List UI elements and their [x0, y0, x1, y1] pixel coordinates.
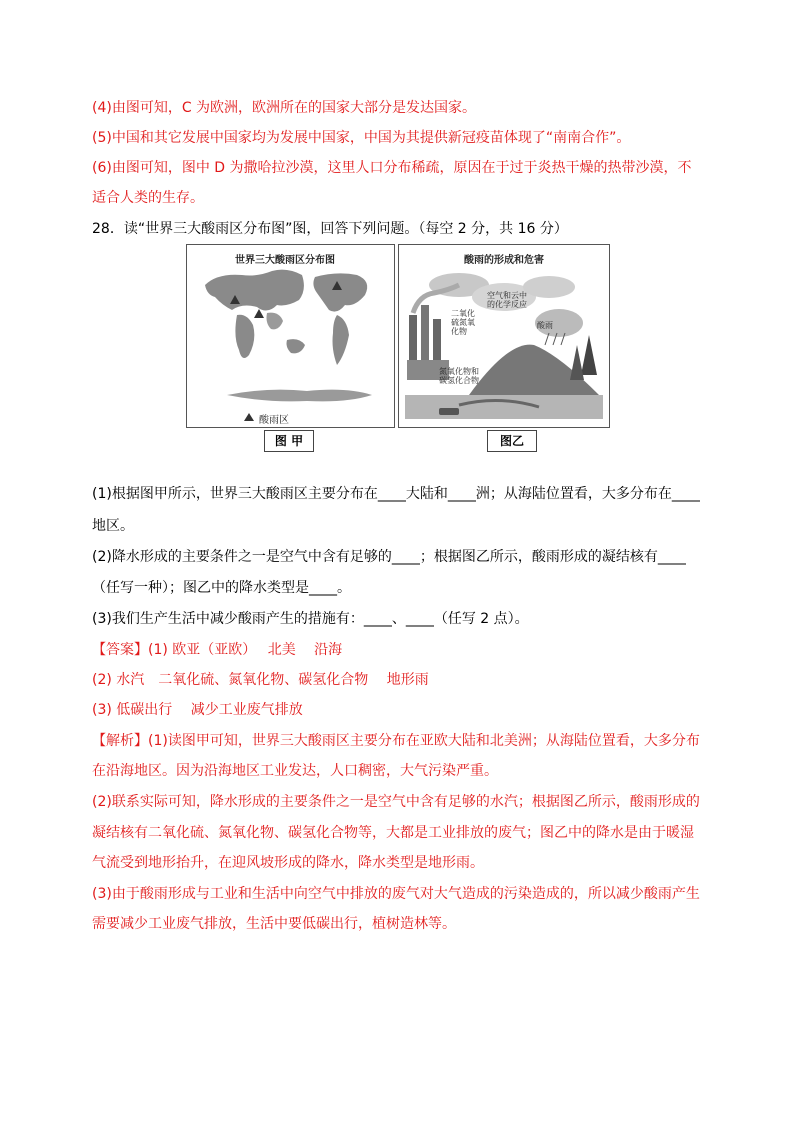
answer-line-4: (4)由图可知，C 为欧洲，欧洲所在的国家大部分是发达国家。 [92, 100, 477, 116]
question-3: (3)我们生产生活中减少酸雨产生的措施有：____、____（任写 2 点）。 [92, 611, 529, 627]
question-1-line2: 地区。 [92, 518, 134, 534]
analysis-line-3: (2)联系实际可知，降水形成的主要条件之一是空气中含有足够的水汽；根据图乙所示，酸雨形成的 [92, 794, 700, 810]
figure-a-title: 世界三大酸雨区分布图 [235, 255, 335, 266]
figure-a-map [186, 244, 395, 428]
analysis-line-1: 【解析】(1)读图甲可知，世界三大酸雨区主要分布在亚欧大陆和北美洲；从海陆位置看，大多分布 [92, 733, 700, 749]
world-map-icon [187, 245, 394, 427]
question-stem: 28．读“世界三大酸雨区分布图”图，回答下列问题。（每空 2 分，共 16 分） [92, 221, 568, 237]
answer-3: (3) 低碳出行 减少工业废气排放 [92, 702, 303, 718]
figure-a-caption: 图 甲 [264, 430, 314, 452]
answer-2: (2) 水汽 二氧化硫、氮氧化物、碳氢化合物 地形雨 [92, 672, 429, 688]
label-acid-rain: 酸雨 [537, 321, 553, 330]
label-reaction: 空气和云中的化学反应 [487, 291, 527, 309]
figure-a-legend: 酸雨区 [259, 415, 289, 426]
label-so2: 二氧化硫氮氧化物 [451, 309, 475, 336]
analysis-line-6: (3)由于酸雨形成与工业和生活中向空气中排放的废气对大气造成的污染造成的，所以减少酸雨产生 [92, 886, 700, 902]
label-nox: 氮氧化物和碳氢化合物 [439, 367, 479, 385]
acid-rain-diagram-icon [399, 245, 609, 427]
analysis-line-5: 气流受到地形抬升，在迎风坡形成的降水，降水类型是地形雨。 [92, 855, 484, 871]
acid-rain-marker-asia [254, 309, 264, 318]
answer-1: 【答案】(1) 欧亚（亚欧） 北美 沿海 [92, 642, 343, 658]
question-2-line1: (2)降水形成的主要条件之一是空气中含有足够的____；根据图乙所示，酸雨形成的凝结核有____ [92, 549, 686, 565]
question-1-line1: (1)根据图甲所示，世界三大酸雨区主要分布在____大陆和____洲；从海陆位置看，大多分布在____ [92, 486, 700, 502]
figure-b-diagram [398, 244, 610, 428]
question-2-line2: （任写一种）；图乙中的降水类型是____。 [92, 580, 351, 596]
figure-b-title: 酸雨的形成和危害 [464, 255, 544, 266]
analysis-line-4: 凝结核有二氧化硫、氮氧化物、碳氢化合物等，大都是工业排放的废气；图乙中的降水是由于暖湿 [92, 825, 694, 841]
analysis-line-7: 需要减少工业废气排放，生活中要低碳出行，植树造林等。 [92, 916, 456, 932]
answer-line-6a: (6)由图可知，图中 D 为撒哈拉沙漠，这里人口分布稀疏，原因在于过于炎热干燥的热带沙漠，不 [92, 160, 692, 176]
answer-line-5: (5)中国和其它发展中国家均为发展中国家，中国为其提供新冠疫苗体现了“南南合作”。 [92, 130, 631, 146]
answer-line-6b: 适合人类的生存。 [92, 190, 204, 206]
figure-b-caption: 图乙 [487, 430, 537, 452]
analysis-line-2: 在沿海地区。因为沿海地区工业发达，人口稠密，大气污染严重。 [92, 763, 498, 779]
